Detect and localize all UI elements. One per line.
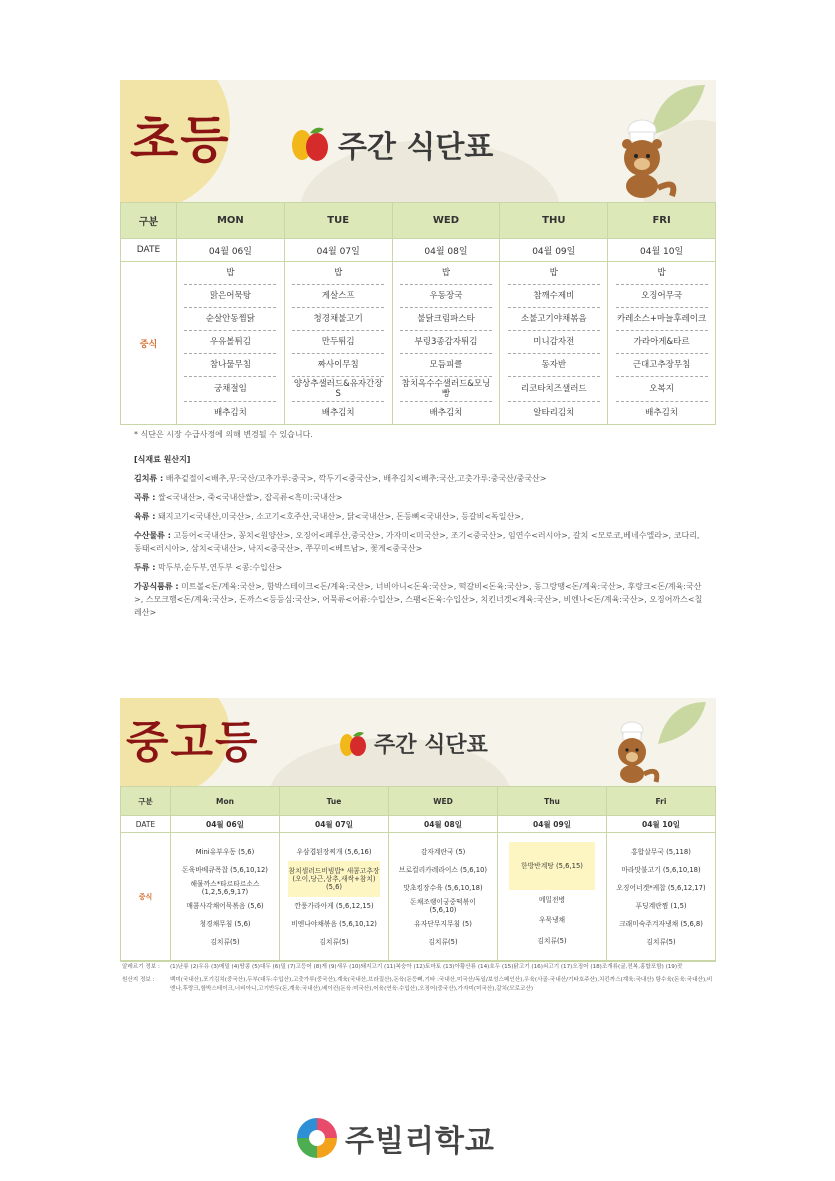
date-label: DATE bbox=[121, 816, 171, 833]
day-menu-list bbox=[498, 842, 606, 952]
elementary-menu-panel bbox=[120, 80, 716, 646]
menu-item: 리코타치즈샐러드 bbox=[508, 377, 600, 402]
day-menu-list bbox=[607, 843, 715, 951]
day-menu-list bbox=[608, 262, 715, 424]
menu-item: 김치류(5) bbox=[210, 938, 240, 946]
menu-item: 마라맛불고기 (5,6,10,18) bbox=[621, 866, 701, 874]
menu-item: 우묵냉채 bbox=[538, 916, 566, 924]
menu-item: 소불고기야채볶음 bbox=[508, 308, 600, 331]
school-name: 주빌리학교 bbox=[345, 1124, 495, 1159]
fruit-logo-icon bbox=[290, 125, 330, 163]
menu-item: 동자반 bbox=[508, 354, 600, 377]
menu-item: 김치류(5) bbox=[537, 937, 567, 945]
menu-item: 해물까스*타르타르소스 (1,2,5,6,9,17) bbox=[190, 880, 260, 896]
day-menu-list bbox=[389, 843, 497, 951]
menu-item: 카레소스+마늘후레이크 bbox=[616, 308, 708, 331]
day-menu-list bbox=[171, 843, 279, 951]
date-cell: 04월 10일 bbox=[607, 816, 716, 833]
menu-item: 배추김치 bbox=[213, 408, 247, 418]
menu-item: 깐풍가라아게 (5,6,12,15) bbox=[294, 902, 374, 910]
menu-item: 밥 bbox=[400, 262, 492, 285]
day-menu-list bbox=[500, 262, 607, 424]
day-header-row bbox=[121, 203, 716, 239]
chef-bear-icon bbox=[608, 116, 688, 200]
origin-label: 원산지 정보 : bbox=[122, 977, 155, 983]
menu-item: 매콤사각채어묵볶음 (5,6) bbox=[186, 902, 264, 910]
menu-item: 청경채무침 (5,6) bbox=[199, 920, 251, 928]
menu-item: 돈육바베큐폭찹 (5,6,10,12) bbox=[182, 866, 268, 874]
menu-item: 게살스프 bbox=[292, 285, 384, 308]
menu-item: 김치류(5) bbox=[319, 938, 349, 946]
menu-item: 참치샐러드비빔밥* 새콤고추장 (오이,당근,상추,새싹+참치)(5,6) bbox=[288, 861, 381, 897]
origin-item: 육류 : 돼지고기<국내산,미국산>, 소고기<호주산,국내산>, 닭<국내산>, 돈등뼈<국내산>, 등갈비<독일산>, bbox=[134, 512, 524, 521]
menu-item: 오징어무국 bbox=[616, 285, 708, 308]
day-header: Thu bbox=[498, 787, 607, 816]
header-label: 구분 bbox=[121, 787, 171, 816]
menu-item: 푸딩계란찜 (1,5) bbox=[635, 902, 687, 910]
menu-item: 궁채절임 bbox=[184, 377, 276, 402]
middle-high-notes bbox=[120, 960, 716, 996]
page-title: 주간 식단표 bbox=[374, 733, 488, 758]
middle-high-menu-panel bbox=[120, 698, 716, 1038]
day-header: MON bbox=[177, 203, 285, 239]
fruit-logo-icon bbox=[338, 730, 368, 758]
school-logo bbox=[295, 1116, 495, 1160]
date-cell: 04월 09일 bbox=[498, 816, 607, 833]
origin-item: 김치류 : 배추겉절이<배추,무:국산/고추가루:중국>, 깍두기<중국산>, 배추김치<배추:국산,고춧가루:중국산/중국산> bbox=[134, 474, 547, 483]
menu-item: 참깨수제비 bbox=[508, 285, 600, 308]
menu-item: 알타리김치 bbox=[533, 408, 575, 418]
day-menu-list bbox=[393, 262, 500, 424]
date-cell: 04월 09일 bbox=[500, 239, 608, 262]
meal-label: 중식 bbox=[121, 833, 171, 962]
menu-item: 불닭크림파스타 bbox=[400, 308, 492, 331]
menu-item: 우삼겹된장찌개 (5,6,16) bbox=[296, 848, 372, 856]
day-menu-list bbox=[177, 262, 284, 424]
menu-item: 밥 bbox=[508, 262, 600, 285]
menu-item: 양상추샐러드&유자간장S bbox=[292, 377, 384, 402]
page-title: 주간 식단표 bbox=[338, 130, 494, 165]
menu-item: 오복지 bbox=[616, 377, 708, 402]
date-cell: 04월 10일 bbox=[608, 239, 716, 262]
date-cell: 04월 06일 bbox=[171, 816, 280, 833]
day-header: THU bbox=[500, 203, 608, 239]
day-header: FRI bbox=[608, 203, 716, 239]
date-row bbox=[121, 239, 716, 262]
origin-item: 곡류 : 쌀<국내산>, 죽<국내산쌀>, 잡곡류<흑미:국내산> bbox=[134, 493, 343, 502]
origin-item: 두류 : 막두부,순두부,연두부 <콩:수입산> bbox=[134, 563, 283, 572]
allergy-label: 알레르기 정보 : bbox=[122, 964, 160, 970]
allergy-text: (1)난류 (2)우유 (3)메밀 (4)땅콩 (5)대두 (6)밀 (7)고등어 (8)게 (9)새우 (10)돼지고기 (11)복숭아 (12)토마토 (13)아황산류 (14)호두 (15)닭고기 (16)쇠고기 (17)오징어 (18)조개류(굴,전복,홍합포함) (19)잣 bbox=[170, 964, 683, 970]
menu-item: 맛초킹장수육 (5,6,10,18) bbox=[403, 884, 483, 892]
date-cell: 04월 07일 bbox=[284, 239, 392, 262]
origin-item: 수산물류 : 고등어<국내산>, 꽁치<원양산>, 오징어<페루산,중국산>, 가자미<미국산>, 조기<중국산>, 임연수<러시아>, 갈치 <모로코,베네수엘라>, 코다리,동태<러시아>, 삼치<국내산>, 낙지<중국산>, 쭈꾸미<베트남>, 꽃게<중국산> bbox=[134, 531, 700, 553]
menu-item: 맑은어묵탕 bbox=[184, 285, 276, 308]
date-cell: 04월 08일 bbox=[389, 816, 498, 833]
menu-item: 배추김치 bbox=[321, 408, 355, 418]
origin-title: [식재료 원산지] bbox=[134, 455, 191, 464]
header-label: 구분 bbox=[121, 203, 177, 239]
menu-item: 가라아게&타르 bbox=[616, 331, 708, 354]
origin-text: 백미(국내산),포기김치(중국산),두부(대두:수입산),고춧가루(중국산),계육(국내산,브라질산),돈육(돈등뼈,기타 :국내산,미국산/독일/보성스페인산),우육(사골-국내산/기타호주산),치킨까스(계육:국내산) 탕수육(돈육:국내산),비엔나,후랑크,함박스테이크,너비아니,고기반두(돈,계육:국내산),베이컨(돈육:미국산),어육(연육:수입산),오징어(중국산),가자미(미국산),갈치(모로코산) bbox=[170, 977, 713, 992]
menu-item: 한방반계탕 (5,6,15) bbox=[509, 842, 595, 890]
handwritten-label: 중고등 bbox=[126, 717, 260, 768]
menu-item: 밥 bbox=[616, 262, 708, 285]
elementary-banner bbox=[120, 80, 716, 202]
day-menu-list bbox=[280, 843, 388, 951]
menu-item: 배추김치 bbox=[429, 408, 463, 418]
day-menu-list bbox=[285, 262, 392, 424]
menu-item: 유자단무지무침 (5) bbox=[414, 920, 472, 928]
menu-item: 만두튀김 bbox=[292, 331, 384, 354]
day-header-row bbox=[121, 787, 716, 816]
menu-item: 김치류(5) bbox=[646, 938, 676, 946]
chef-bear-icon bbox=[606, 720, 666, 784]
date-row bbox=[121, 816, 716, 833]
day-header: Fri bbox=[607, 787, 716, 816]
menu-item: 참나물무침 bbox=[184, 354, 276, 377]
menu-item: 메밀전병 bbox=[538, 896, 566, 904]
menu-item: 순살안동찜닭 bbox=[184, 308, 276, 331]
elementary-menu-table bbox=[120, 202, 716, 425]
menu-item: 밥 bbox=[292, 262, 384, 285]
meal-label: 중식 bbox=[121, 262, 177, 425]
menu-item: 청경채불고기 bbox=[292, 308, 384, 331]
date-cell: 04월 06일 bbox=[177, 239, 285, 262]
middle-high-menu-table bbox=[120, 786, 716, 962]
menu-item: 오징어너겟*케찹 (5,6,12,17) bbox=[616, 884, 706, 892]
date-cell: 04월 07일 bbox=[280, 816, 389, 833]
menu-item: 참치옥수수샐러드&모닝빵 bbox=[400, 377, 492, 402]
title-block bbox=[338, 728, 488, 759]
menu-item: 크래미숙주겨자냉채 (5,6,8) bbox=[619, 920, 703, 928]
title-block bbox=[290, 122, 493, 166]
menu-item: 부링3종감자튀김 bbox=[400, 331, 492, 354]
menu-item: 감자계란국 (5) bbox=[420, 848, 466, 856]
allergy-info bbox=[120, 961, 716, 974]
origin-item: 가공식품류 : 미트볼<돈/계육:국산>, 함박스테이크<돈/계육:국산>, 너비아니<돈육:국산>, 떡갈비<돈육:국산>, 동그랑땡<돈/계육:국산>, 후랑크<돈/계육:국산>, 스모크햄<돈/계육:국산>, 돈까스<등등심:국산>, 어묵류<어류:수입산>, 스팸<돈육:수입산>, 치킨너겟<계육:국산>, 비엔나<돈/계육:국산>, 오징어까스<칠레산> bbox=[134, 582, 703, 617]
menu-item: 우동장국 bbox=[400, 285, 492, 308]
notice-text: * 식단은 시장 수급사정에 의해 변경될 수 있습니다. bbox=[134, 430, 313, 439]
school-emblem-icon bbox=[295, 1116, 339, 1160]
day-header: Tue bbox=[280, 787, 389, 816]
menu-item: 배추김치 bbox=[645, 408, 679, 418]
menu-item: 김치류(5) bbox=[428, 938, 458, 946]
day-header: WED bbox=[392, 203, 500, 239]
menu-item: 짜사이무침 bbox=[292, 354, 384, 377]
menu-item: Mini유부우동 (5,6) bbox=[195, 848, 255, 856]
handwritten-label: 초등 bbox=[130, 110, 231, 169]
menu-item: 우유볼튀김 bbox=[184, 331, 276, 354]
menu-item: 모듬피클 bbox=[400, 354, 492, 377]
middle-high-banner bbox=[120, 698, 716, 786]
menu-item: 미니감자전 bbox=[508, 331, 600, 354]
menu-item: 돈채조랭이궁중떡볶이 (5,6,10) bbox=[410, 898, 476, 914]
menu-item: 밥 bbox=[184, 262, 276, 285]
date-label: DATE bbox=[121, 239, 177, 262]
origin-info bbox=[120, 974, 716, 996]
elementary-notes bbox=[134, 428, 704, 625]
day-header: TUE bbox=[284, 203, 392, 239]
lunch-row bbox=[121, 833, 716, 962]
menu-item: 홍합살무국 (5,118) bbox=[631, 848, 691, 856]
menu-item: 브로컬리카레라이스 (5,6,10) bbox=[398, 866, 488, 874]
day-header: Mon bbox=[171, 787, 280, 816]
day-header: WED bbox=[389, 787, 498, 816]
menu-item: 비엔나야채볶음 (5,6,10,12) bbox=[291, 920, 377, 928]
menu-item: 근대고추장무침 bbox=[616, 354, 708, 377]
date-cell: 04월 08일 bbox=[392, 239, 500, 262]
lunch-row bbox=[121, 262, 716, 425]
